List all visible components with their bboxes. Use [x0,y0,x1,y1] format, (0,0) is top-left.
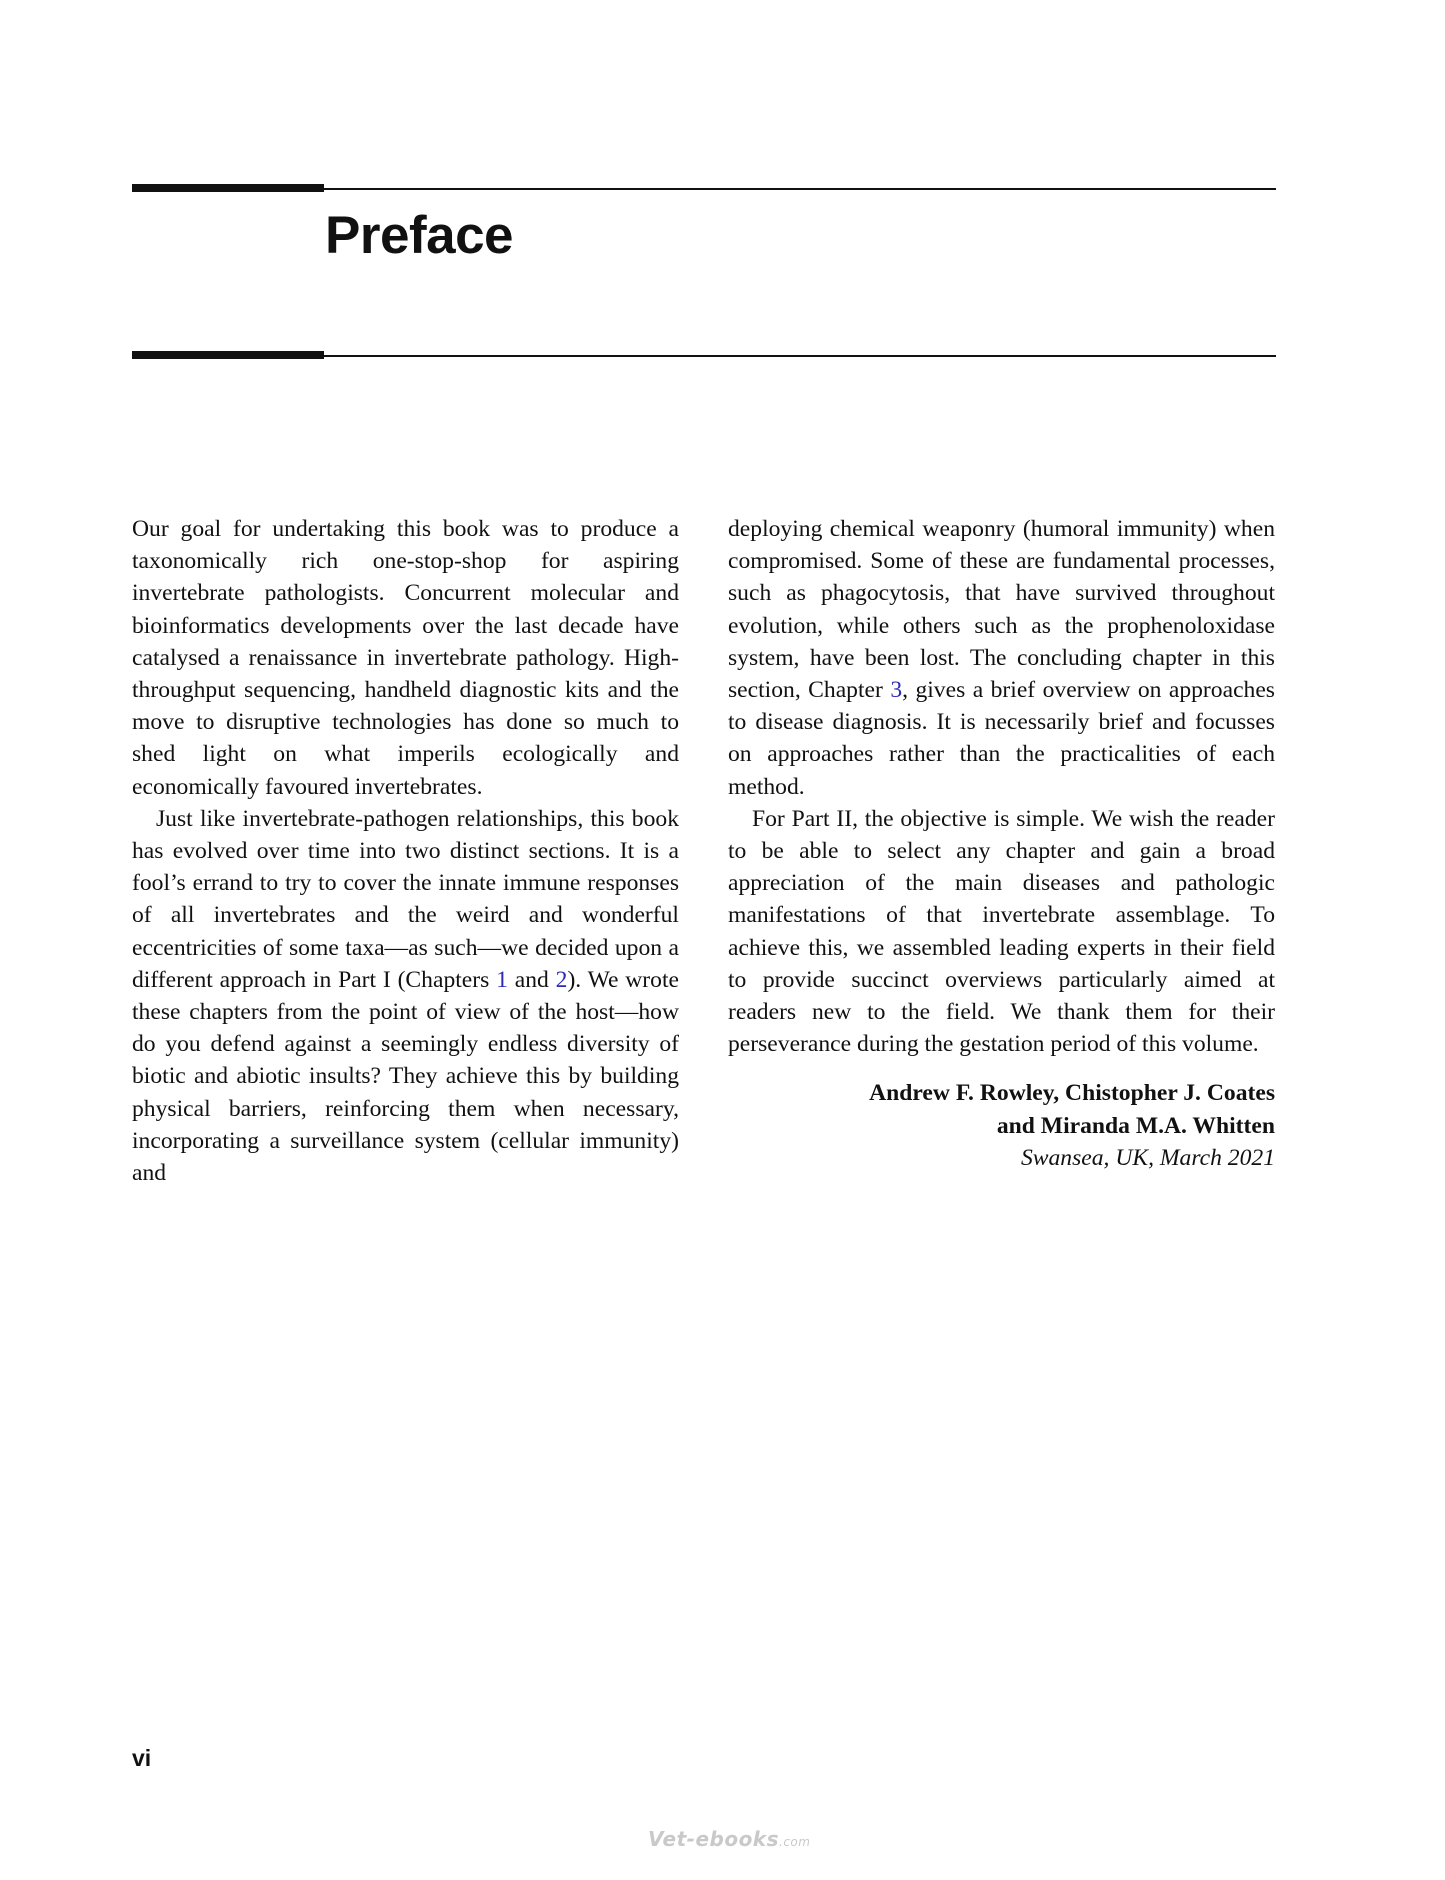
signature-place-date: Swansea, UK, March 2021 [1020,1145,1275,1172]
paragraph-3-text-b: , gives a brief overview on approaches to disease diagnosis. It is necessarily brief and focusses on approaches rather than the practicalities of each method. [728,677,1275,800]
page-number: vi [132,1745,152,1771]
paragraph-2-text-b: and [507,966,556,993]
left-column [132,513,679,1189]
page-title: Preface [325,206,514,265]
signature-authors-line-2: and Miranda M.A. Whitten [996,1112,1275,1139]
chapter-3-link[interactable]: 3 [890,677,903,704]
paragraph-1: Our goal for undertaking this book was to produce a taxonomically rich one-stop-shop for aspiring invertebrate pathologists. Concurrent molecular and bioinformatics developments over the last decade have catalysed a renaissance in invertebrate pathology. High-throughput sequencing, handheld diagnostic kits and the move to disruptive technologies has done so much to shed light on what imperils ecologically and economically favoured invertebrates. [132,516,679,800]
signature-authors-line-1: Andrew F. Rowley, Chistopher J. Coates [869,1080,1275,1107]
chapter-1-link[interactable]: 1 [496,966,508,993]
watermark-brand: Vet-ebooks [648,1827,780,1851]
watermark-logo [648,1827,810,1851]
paragraph-3-text-a: deploying chemical weaponry (humoral immunity) when compromised. Some of these are fundamental processes, such as phagocytosis, that have survived throughout evolution, while others such as the prophenoloxidase system, have been lost. The concluding chapter in this section, Chapter [728,516,1275,704]
paragraph-2 [132,803,679,1189]
watermark-suffix: .com [779,1835,811,1849]
header-rule-top [132,188,1276,190]
paragraph-4: For Part II, the objective is simple. We wish the reader to be able to select any chapter and gain a broad appreciation of the main diseases and pathologic manifestations of that invertebrate assemblage. To achieve this, we assembled leading experts in their field to provide succinct overviews particularly aimed at readers new to the field. We thank them for their perseverance during the gestation period of this volume. [728,805,1275,1058]
header-rule-bottom [132,355,1276,357]
header-rule-bottom-accent [132,351,324,359]
right-column [728,513,1275,1174]
paragraph-2-text-a: Just like invertebrate-pathogen relationships, this book has evolved over time into two distinct sections. It is a fool’s errand to try to cover the innate immune responses of all invertebrates and the weird and wonderful eccentricities of some taxa—as such—we decided upon a different approach in Part I (Chapters [132,805,679,993]
paragraph-2-text-c: ). We wrote these chapters from the point of view of the host—how do you defend against a seemingly endless diversity of biotic and abiotic insults? They achieve this by building physical barriers, reinforcing them when necessary, incorporating a surveillance system (cellular immunity) and [132,966,679,1187]
paragraph-3 [728,513,1275,803]
chapter-2-link[interactable]: 2 [555,966,568,993]
signature-block [728,1077,1275,1174]
header-rule-top-accent [132,184,324,192]
